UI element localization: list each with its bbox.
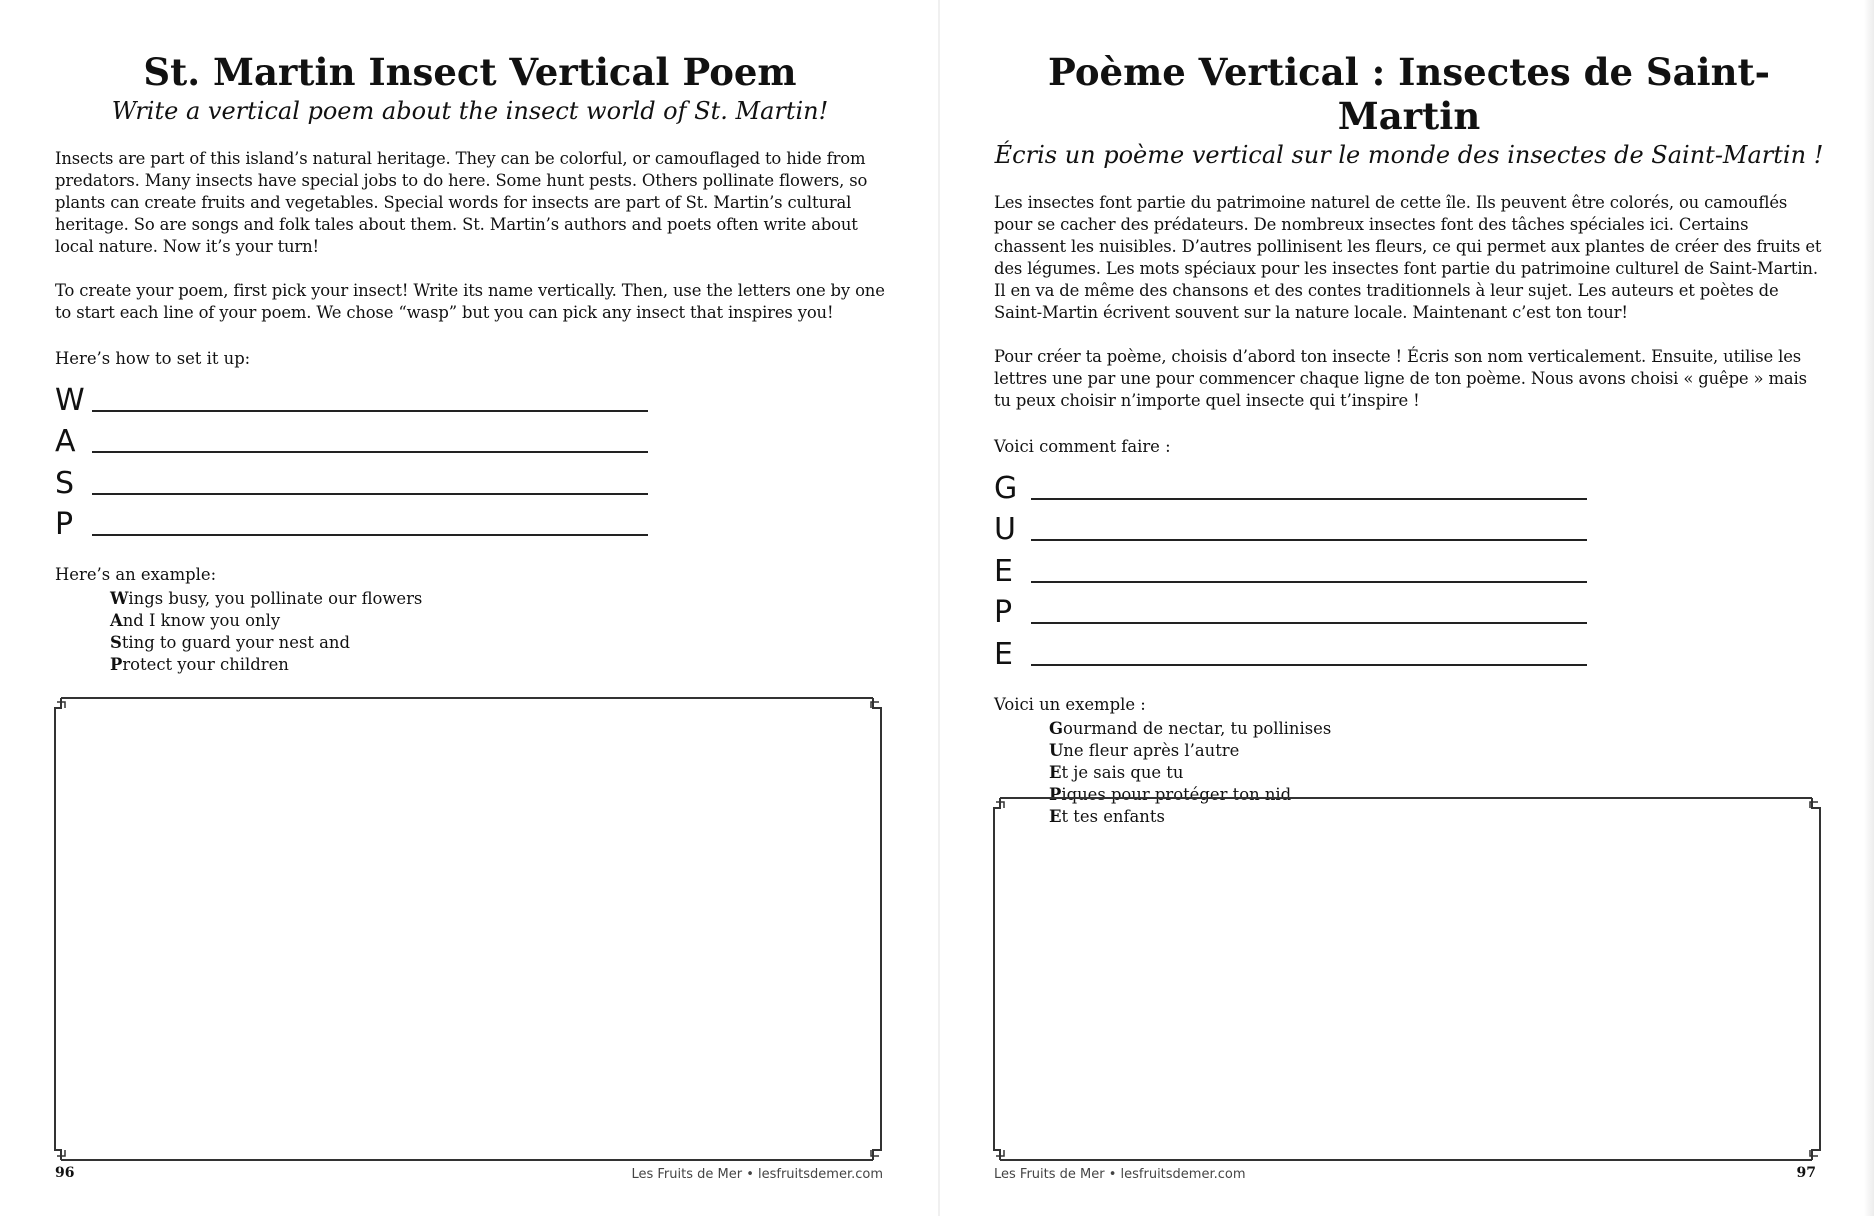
letter-row	[994, 630, 1824, 672]
row-letter: E	[994, 553, 1013, 589]
example-line	[1049, 740, 1824, 762]
instructions-paragraph: To create your poem, first pick your insect! Write its name vertically. Then, use the letters one by one to start each line of your poem. We chose “wasp” but you can pick any insect that inspires you!	[55, 281, 885, 322]
row-letter: A	[55, 424, 76, 459]
letter-rows	[994, 464, 1824, 672]
row-letter: S	[55, 465, 75, 501]
example-initial: U	[1049, 740, 1064, 760]
right-page-content	[994, 50, 1824, 828]
page-subtitle: Write a vertical poem about the insect world of St. Martin!	[111, 97, 829, 125]
write-line[interactable]	[1031, 539, 1587, 541]
letter-row	[994, 589, 1824, 631]
example-rest: rotect your children	[122, 655, 289, 674]
right-page	[940, 0, 1874, 1216]
example-initial: E	[1049, 762, 1062, 782]
example-line	[110, 654, 885, 676]
page-title: Poème Vertical : Insectes de Saint-Martin	[1048, 50, 1770, 138]
write-line[interactable]	[92, 451, 648, 453]
instructions-paragraph: Pour créer ta poème, choisis d’abord ton insecte ! Écris son nom verticalement. Ensuite, utilise les lettres une par une pour commencer chaque ligne de ton poème. Nous avons choisi « guêpe » mais tu peux choisir n’importe quel insecte qui t’inspire !	[994, 347, 1807, 410]
example-line	[1049, 762, 1824, 784]
example-rest: iques pour protéger ton nid	[1061, 784, 1292, 804]
example-line	[110, 610, 885, 632]
setup-label: Here’s how to set it up:	[55, 349, 251, 368]
poem-writing-box[interactable]	[53, 694, 885, 1162]
left-page-content	[55, 50, 885, 676]
example-initial: E	[1049, 806, 1062, 826]
example-rest: ourmand de nectar, tu pollinises	[1063, 718, 1332, 738]
poem-writing-box[interactable]	[992, 794, 1824, 1162]
letter-row	[55, 376, 885, 418]
example-line	[1049, 718, 1824, 740]
example-line	[110, 632, 885, 654]
write-line[interactable]	[92, 493, 648, 495]
write-line[interactable]	[92, 410, 648, 412]
page-number: 96	[55, 1165, 75, 1181]
page-number: 97	[1796, 1165, 1816, 1181]
example-label: Voici un exemple :	[994, 694, 1146, 714]
write-line[interactable]	[1031, 664, 1587, 666]
letter-row	[994, 506, 1824, 548]
letter-row	[994, 547, 1824, 589]
example-initial: S	[110, 633, 122, 652]
setup-label: Voici comment faire :	[994, 437, 1171, 456]
letter-row	[55, 459, 885, 501]
page-footer: Les Fruits de Mer • lesfruitsdemer.com	[994, 1167, 1246, 1182]
letter-rows	[55, 376, 885, 542]
example-initial: P	[1049, 784, 1062, 804]
row-letter: U	[994, 512, 1016, 547]
write-line[interactable]	[92, 534, 648, 536]
write-line[interactable]	[1031, 498, 1587, 500]
example-rest: ting to guard your nest and	[121, 633, 350, 652]
page-edge-shade	[1864, 0, 1874, 1216]
write-line[interactable]	[1031, 622, 1587, 624]
page-title: St. Martin Insect Vertical Poem	[143, 50, 797, 94]
example-initial: P	[110, 655, 123, 674]
example-rest: ings busy, you pollinate our flowers	[128, 589, 423, 608]
intro-paragraph: Insects are part of this island’s natural heritage. They can be colorful, or camouflaged to hide from predators. Many insects have special jobs to do here. Some hunt pests. Others pollinate flowers, so plants can create fruits and vegetables. Special words for insects are part of St. Martin’s cultural heritage. So are songs and folk tales about them. St. Martin’s authors and poets often write about local nature. Now it’s your turn!	[55, 149, 868, 256]
letter-row	[55, 501, 885, 543]
write-line[interactable]	[1031, 581, 1587, 583]
page-subtitle: Écris un poème vertical sur le monde des insectes de Saint-Martin !	[994, 141, 1824, 169]
example-line	[110, 588, 885, 610]
example-initial: A	[110, 611, 123, 630]
example-initial: G	[1049, 718, 1063, 738]
page-footer: Les Fruits de Mer • lesfruitsdemer.com	[631, 1167, 883, 1182]
example-initial: W	[110, 589, 129, 608]
example-rest: nd I know you only	[122, 611, 281, 630]
row-letter: W	[55, 382, 85, 418]
letter-row	[994, 464, 1824, 506]
example-poem	[110, 588, 885, 676]
row-letter: P	[55, 507, 74, 542]
row-letter: E	[994, 636, 1013, 672]
row-letter: P	[994, 595, 1013, 630]
row-letter: G	[994, 470, 1018, 506]
example-label: Here’s an example:	[55, 565, 217, 584]
example-rest: t tes enfants	[1061, 806, 1165, 826]
example-rest: t je sais que tu	[1061, 762, 1184, 782]
example-rest: ne fleur après l’autre	[1063, 740, 1240, 760]
intro-paragraph: Les insectes font partie du patrimoine naturel de cette île. Ils peuvent être colorés, ou camouflés pour se cacher des prédateurs. De nombreux insectes font des tâches spéciales ici. Certains chassent les nuisibles. D’autres pollinisent les fleurs, ce qui permet aux plantes de créer des fruits et des légumes. Les mots spéciaux pour les insectes font partie du patrimoine culturel de Saint-Martin. Il en va de même des chansons et des contes traditionnels à leur sujet. Les auteurs et poètes de Saint-Martin écrivent souvent sur la nature locale. Maintenant c’est ton tour!	[994, 193, 1822, 322]
letter-row	[55, 418, 885, 460]
